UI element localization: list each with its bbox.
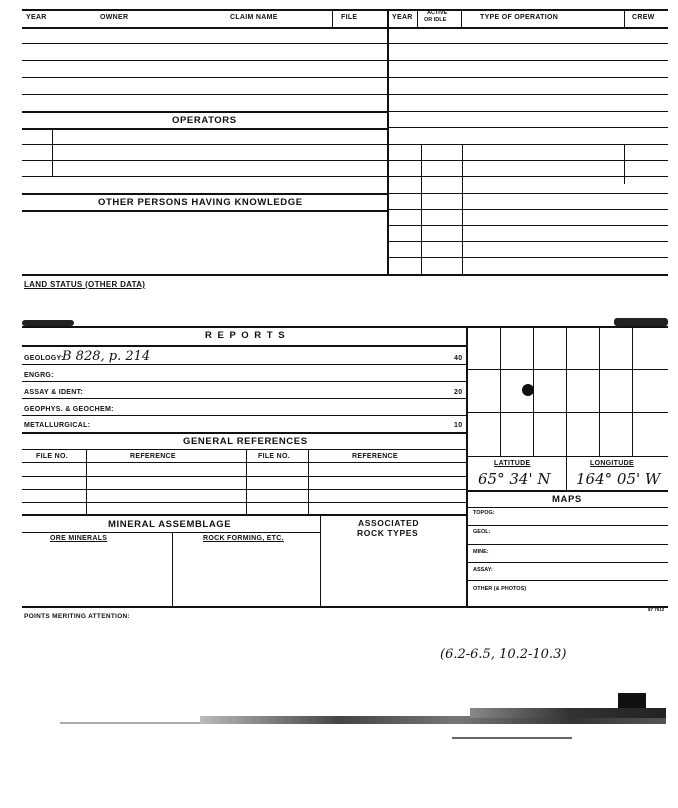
- active-header-bottom: OR IDLE: [424, 17, 447, 23]
- file-divider: [332, 9, 333, 27]
- longitude-value: 164° 05' W: [576, 470, 661, 488]
- type-of-operation-header: TYPE OF OPERATION: [480, 14, 559, 21]
- grid-h: [466, 412, 668, 413]
- crew-divider: [624, 9, 625, 27]
- op-line: [388, 193, 668, 194]
- op-line: [388, 77, 668, 78]
- form-number: 87 7512: [648, 607, 665, 612]
- op-col-divider: [624, 144, 625, 184]
- gr-line: [22, 502, 466, 503]
- report-line: [22, 398, 466, 399]
- main-divider: [387, 9, 389, 275]
- report-line: [22, 364, 466, 365]
- op-line: [388, 60, 668, 61]
- reports-underline: [22, 345, 466, 347]
- claim-line: [22, 94, 387, 95]
- engrg-label: ENGRG:: [24, 372, 54, 379]
- op-line: [388, 160, 668, 161]
- file-no-header: FILE NO.: [36, 453, 68, 460]
- owner-header: OWNER: [100, 14, 129, 21]
- operators-underline: [22, 128, 387, 130]
- maps-line: [466, 562, 668, 563]
- scan-streak: [470, 708, 666, 718]
- report-line: [22, 381, 466, 382]
- reference-header: REFERENCE: [130, 453, 176, 460]
- file-header: FILE: [341, 14, 358, 21]
- maps-top-line: [466, 490, 668, 492]
- gr-line: [22, 476, 466, 477]
- associated-header-top: ASSOCIATED: [358, 518, 420, 528]
- redaction-mark-right: [614, 318, 668, 326]
- mineral-assemblage-title: MINERAL ASSEMBLAGE: [108, 519, 232, 530]
- header-underline: [22, 27, 668, 29]
- geology-num: 40: [454, 355, 463, 362]
- op-line: [388, 176, 668, 177]
- geology-label: GEOLOGY:: [24, 355, 64, 362]
- operators-top-line: [22, 111, 387, 113]
- gr-line: [22, 489, 466, 490]
- op-line: [388, 127, 668, 128]
- longitude-label: LONGITUDE: [590, 460, 634, 467]
- metallurgical-num: 10: [454, 422, 463, 429]
- grid-h: [466, 369, 668, 370]
- maps-line: [466, 544, 668, 545]
- reports-title: R E P O R T S: [205, 330, 287, 341]
- op-line: [388, 225, 668, 226]
- map-assay-label: ASSAY:: [473, 567, 493, 573]
- maps-title: MAPS: [552, 494, 582, 505]
- active-divider: [417, 9, 418, 27]
- type-divider: [461, 9, 462, 27]
- scan-streak: [60, 722, 200, 724]
- op-col-divider: [462, 144, 463, 275]
- general-references-top: [22, 432, 466, 434]
- latitude-value: 65° 34' N: [478, 470, 551, 488]
- reports-top-line: [22, 326, 668, 328]
- general-references-title: GENERAL REFERENCES: [183, 436, 308, 447]
- mineral-underline: [22, 532, 320, 533]
- map-geol-label: GEOL:: [473, 529, 491, 535]
- file-no-header-2: FILE NO.: [258, 453, 290, 460]
- claim-line: [22, 43, 387, 44]
- maps-line: [466, 580, 668, 581]
- associated-divider: [320, 514, 321, 606]
- ore-minerals-header: ORE MINERALS: [50, 535, 108, 542]
- operators-title: OPERATORS: [172, 115, 237, 126]
- operator-line: [22, 176, 387, 177]
- geology-value: B 828, p. 214: [62, 349, 151, 364]
- grid-v: [599, 326, 600, 456]
- scan-streak: [452, 737, 572, 739]
- op-line: [388, 241, 668, 242]
- grid-v: [500, 326, 501, 456]
- gr-col-divider: [86, 449, 87, 514]
- claim-name-header: CLAIM NAME: [230, 14, 278, 21]
- op-line: [388, 209, 668, 210]
- handwritten-coordinates: (6.2-6.5, 10.2-10.3): [440, 647, 567, 662]
- reports-bottom-line: [22, 606, 668, 608]
- gr-col-divider: [308, 449, 309, 514]
- op-line: [388, 111, 668, 112]
- land-status-label: LAND STATUS (OTHER DATA): [24, 280, 146, 289]
- others-title: OTHER PERSONS HAVING KNOWLEDGE: [98, 197, 303, 208]
- assay-label: ASSAY & IDENT:: [24, 389, 84, 396]
- gr-line: [22, 462, 466, 463]
- op-col-divider: [421, 144, 422, 275]
- active-header-top: ACTIVE: [427, 10, 448, 16]
- op-year-header: YEAR: [392, 14, 413, 21]
- associated-header-bottom: ROCK TYPES: [357, 528, 419, 538]
- year-header: YEAR: [26, 14, 47, 21]
- latitude-label: LATITUDE: [494, 460, 531, 467]
- others-top-line: [22, 193, 387, 195]
- op-line: [388, 43, 668, 44]
- metallurgical-label: METALLURGICAL:: [24, 422, 91, 429]
- right-column-divider: [466, 326, 468, 606]
- general-references-underline: [22, 449, 466, 450]
- op-line: [388, 257, 668, 258]
- gr-col-divider: [246, 449, 247, 514]
- others-underline: [22, 210, 387, 212]
- crew-header: CREW: [632, 14, 655, 21]
- mineral-col-divider: [172, 532, 173, 606]
- assay-num: 20: [454, 389, 463, 396]
- maps-line: [466, 525, 668, 526]
- op-line: [388, 94, 668, 95]
- operator-line: [22, 144, 387, 145]
- reference-header-2: REFERENCE: [352, 453, 398, 460]
- claim-line: [22, 77, 387, 78]
- points-meriting-label: POINTS MERITING ATTENTION:: [24, 613, 131, 620]
- map-mine-label: MINE:: [473, 549, 489, 555]
- grid-v: [566, 326, 567, 456]
- mineral-top-line: [22, 514, 466, 516]
- report-line: [22, 415, 466, 416]
- claim-line: [22, 60, 387, 61]
- lat-long-divider: [566, 456, 567, 490]
- operator-col-divider: [52, 128, 53, 176]
- location-dot: [522, 384, 534, 396]
- map-other-label: OTHER (& PHOTOS): [473, 586, 527, 592]
- operator-line: [22, 160, 387, 161]
- top-border: [22, 9, 668, 11]
- grid-h: [466, 456, 668, 457]
- rock-forming-header: ROCK FORMING, ETC.: [203, 535, 284, 542]
- geophys-label: GEOPHYS. & GEOCHEM:: [24, 406, 114, 413]
- map-topog-label: TOPOG:: [473, 510, 495, 516]
- grid-v: [632, 326, 633, 456]
- top-section-bottom: [22, 274, 668, 276]
- maps-underline: [466, 507, 668, 508]
- op-line: [388, 144, 668, 145]
